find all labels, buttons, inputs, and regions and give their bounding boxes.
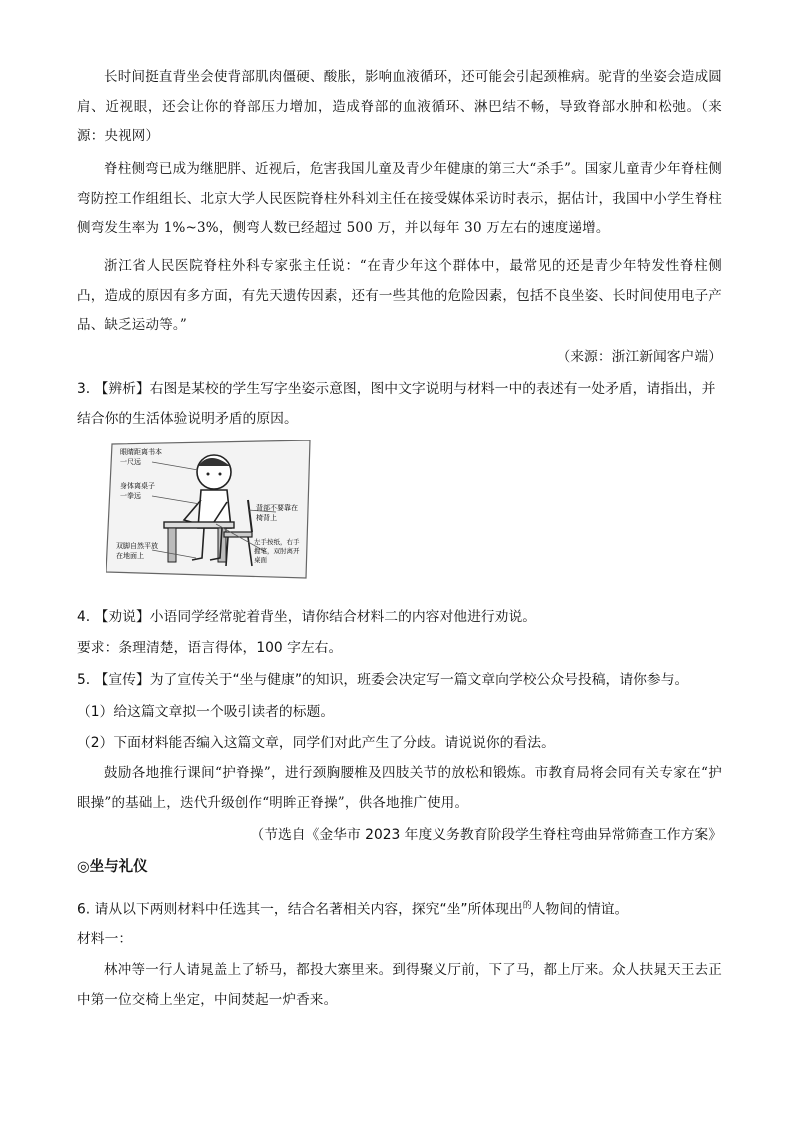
label-eye-distance-2: 一尺远 <box>120 458 141 466</box>
question-4-line-1: 4. 【劝说】小语同学经常驼着背坐，请你结合材料二的内容对他进行劝说。 <box>77 609 537 625</box>
material-paragraph-2: 脊柱侧弯已成为继肥胖、近视后，危害我国儿童及青少年健康的第三大“杀手”。国家儿童青少年脊柱侧弯防控工作组组长、北京大学人民医院脊柱外科刘主任在接受媒体采访时表示，据估计，我国中小学生脊柱侧弯发生率为 1%~3%，侧弯人数已经超过 500 万，并以每年 30 万左右的速度递增。 <box>77 161 722 236</box>
label-body-distance-1: 身体离桌子 <box>120 482 155 490</box>
question-6-line-1 <box>77 895 722 921</box>
sitting-posture-figure <box>106 440 312 580</box>
question-6-material: 林冲等一行人请晁盖上了轿马，都投大寨里来。到得聚义厅前，下了马，都上厅来。众人扶晁天王去正中第一位交椅上坐定，中间焚起一炉香来。 <box>77 962 722 1008</box>
label-back-2: 椅背上 <box>256 514 277 522</box>
posture-illustration <box>106 440 312 580</box>
material-paragraph-1: 长时间挺直背坐会使背部肌肉僵硬、酸胀，影响血液循环，还可能会引起颈椎病。驼背的坐姿会造成圆肩、近视眼，还会让你的脊部压力增加，造成脊部的血液循环、淋巴结不畅，导致脊部水肿和松弛。（来源：央视网） <box>77 69 722 144</box>
material-paragraph-3: 浙江省人民医院脊柱外科专家张主任说：“在青少年这个群体中，最常见的还是青少年特发性脊柱侧凸，造成的原因有多方面，有先天遗传因素，还有一些其他的危险因素，包括不良坐姿、长时间使用电子产品、缺乏运动等。” <box>77 258 722 333</box>
question-5-sub-2: （2）下面材料能否编入这篇文章，同学们对此产生了分歧。请说说你的看法。 <box>77 735 555 751</box>
question-6-superscript: 的 <box>522 901 532 911</box>
label-feet-1: 双脚自然平放 <box>116 542 158 550</box>
label-body-distance-2: 一拳远 <box>120 492 141 500</box>
question-5-source: （节选自《金华市 2023 年度义务教育阶段学生脊柱弯曲异常筛查工作方案》 <box>250 827 722 843</box>
question-5-line-1: 5. 【宣传】为了宣传关于“坐与健康”的知识，班委会决定写一篇文章向学校公众号投稿，请你参与。 <box>77 672 689 688</box>
question-4-requirement: 要求：条理清楚，语言得体，100 字左右。 <box>77 640 343 656</box>
section-title: ◎坐与礼仪 <box>77 859 148 875</box>
label-hands-3: 桌面 <box>254 556 267 564</box>
label-feet-2: 在地面上 <box>116 552 144 560</box>
question-6-material-label: 材料一： <box>77 931 133 947</box>
label-eye-distance-1: 眼睛距离书本 <box>120 448 162 456</box>
material-source: （来源：浙江新闻客户端） <box>556 349 722 365</box>
question-6-text-b: 人物间的情谊。 <box>531 901 629 918</box>
question-3-line-1: 3. 【辨析】右图是某校的学生写字坐姿示意图，图中文字说明与材料一中的表述有一处矛盾，请指出，并 <box>77 381 716 397</box>
question-6-text-a: 6. 请从以下两则材料中任选其一，结合名著相关内容，探究“坐”所体现出 <box>77 901 523 918</box>
label-hands-2: 握笔，双肘离开 <box>254 547 300 555</box>
label-hands-1: 左手按纸，右手 <box>254 538 300 546</box>
question-3-line-2: 结合你的生活体验说明矛盾的原因。 <box>77 411 298 427</box>
question-5-material: 鼓励各地推行课间“护脊操”，进行颈胸腰椎及四肢关节的放松和锻炼。市教育局将会同有关专家在“护眼操”的基础上，迭代升级创作“明眸正脊操”，供各地推广使用。 <box>77 765 722 811</box>
question-5-sub-1: （1）给这篇文章拟一个吸引读者的标题。 <box>77 704 335 720</box>
label-back-1: 背部不要靠在 <box>256 504 298 512</box>
